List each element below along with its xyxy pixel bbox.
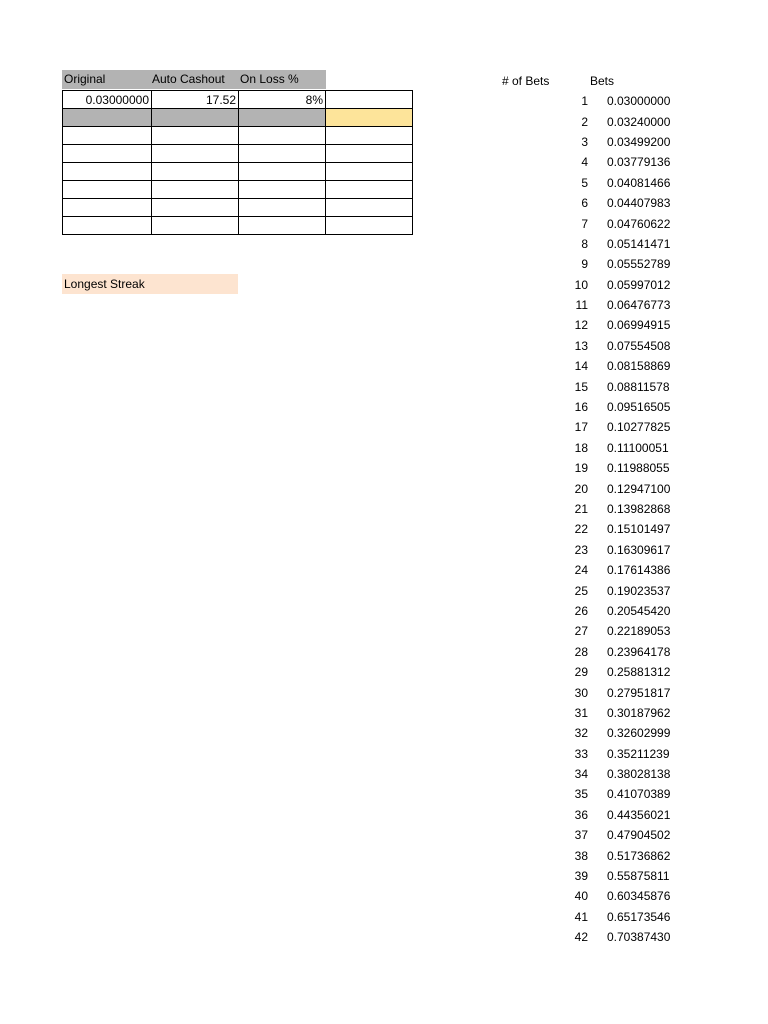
- bet-amount-cell[interactable]: 0.12947100: [607, 481, 671, 496]
- settings-grid: [62, 90, 413, 235]
- bet-row: [540, 275, 707, 295]
- bet-amount-cell[interactable]: 0.05552789: [607, 257, 671, 272]
- bet-row: [540, 132, 707, 152]
- bet-row: [540, 825, 707, 845]
- bet-number-cell[interactable]: 2: [581, 114, 588, 129]
- bet-row: [540, 397, 707, 417]
- bet-number-cell[interactable]: 38: [574, 848, 588, 863]
- bet-amount-cell[interactable]: 0.04081466: [607, 175, 671, 190]
- empty-cell[interactable]: [152, 127, 239, 145]
- bet-amount-cell[interactable]: 0.19023537: [607, 583, 671, 598]
- bet-row: [540, 315, 707, 335]
- bet-row: [540, 356, 707, 376]
- bet-amount-cell[interactable]: 0.41070389: [607, 787, 671, 802]
- bet-number-cell[interactable]: 23: [574, 542, 588, 557]
- bet-row: [540, 438, 707, 458]
- bet-amount-cell[interactable]: 0.22189053: [607, 624, 671, 639]
- empty-row: [63, 217, 413, 235]
- gray-row: [63, 109, 413, 127]
- bet-amount-cell[interactable]: 0.06994915: [607, 318, 671, 333]
- bet-row: [540, 213, 707, 233]
- empty-cell[interactable]: [239, 127, 326, 145]
- bet-row: [540, 91, 707, 111]
- bet-number-cell[interactable]: 13: [574, 338, 588, 353]
- bet-row: [540, 336, 707, 356]
- bet-amount-cell[interactable]: 0.15101497: [607, 522, 671, 537]
- bet-amount-cell[interactable]: 0.03240000: [607, 114, 671, 129]
- bet-number-cell[interactable]: 24: [574, 563, 588, 578]
- empty-cell[interactable]: [63, 199, 152, 217]
- bet-row: [540, 662, 707, 682]
- bet-row: [540, 376, 707, 396]
- empty-cell[interactable]: [239, 145, 326, 163]
- bet-amount-cell[interactable]: 0.20545420: [607, 603, 671, 618]
- bet-row: [540, 601, 707, 621]
- bet-number-cell[interactable]: 30: [574, 685, 588, 700]
- bet-amount-cell[interactable]: 0.08158869: [607, 359, 671, 374]
- bet-amount-cell[interactable]: 0.47904502: [607, 828, 671, 843]
- bet-row: [540, 907, 707, 927]
- bet-row: [540, 499, 707, 519]
- bet-number-cell[interactable]: 33: [574, 746, 588, 761]
- bet-number-cell[interactable]: 31: [574, 705, 588, 720]
- bet-number-cell[interactable]: 20: [574, 481, 588, 496]
- bet-amount-cell[interactable]: 0.30187962: [607, 705, 671, 720]
- bet-number-cell[interactable]: 17: [574, 420, 588, 435]
- bet-row: [540, 478, 707, 498]
- bet-row: [540, 723, 707, 743]
- bet-number-cell[interactable]: 11: [575, 298, 588, 313]
- bet-number-cell[interactable]: 32: [574, 726, 588, 741]
- bet-row: [540, 193, 707, 213]
- bet-amount-cell[interactable]: 0.03000000: [607, 94, 671, 109]
- bet-amount-cell[interactable]: 0.03499200: [607, 134, 671, 149]
- empty-cell[interactable]: [152, 217, 239, 235]
- bets-table: [540, 91, 707, 947]
- bet-amount-cell[interactable]: 0.25881312: [607, 665, 671, 680]
- bet-number-cell[interactable]: 6: [581, 196, 588, 211]
- empty-row: [63, 163, 413, 181]
- bet-row: [540, 580, 707, 600]
- bet-number-cell[interactable]: 35: [574, 787, 588, 802]
- bet-row: [540, 764, 707, 784]
- bet-number-cell[interactable]: 22: [574, 522, 588, 537]
- empty-row: [63, 145, 413, 163]
- on-loss-cell[interactable]: 8%: [239, 91, 326, 109]
- bet-number-cell[interactable]: 5: [581, 175, 588, 190]
- bet-number-cell[interactable]: 25: [574, 583, 588, 598]
- bet-number-cell[interactable]: 34: [574, 767, 588, 782]
- bet-amount-cell[interactable]: 0.08811578: [607, 379, 670, 394]
- original-bet-cell[interactable]: 0.03000000: [63, 91, 152, 109]
- empty-cell[interactable]: [63, 127, 152, 145]
- bet-number-cell[interactable]: 4: [581, 155, 588, 170]
- bet-number-cell[interactable]: 9: [581, 257, 588, 272]
- bet-amount-cell[interactable]: 0.10277825: [607, 420, 671, 435]
- bet-amount-cell[interactable]: 0.09516505: [607, 400, 671, 415]
- bet-number-cell[interactable]: 28: [574, 644, 588, 659]
- empty-cell[interactable]: [63, 217, 152, 235]
- bet-amount-cell[interactable]: 0.38028138: [607, 767, 671, 782]
- bet-number-cell[interactable]: 21: [574, 502, 588, 516]
- bet-amount-cell[interactable]: 0.04760622: [607, 216, 671, 231]
- empty-cell[interactable]: [326, 181, 413, 199]
- settings-header-auto-cashout: Auto Cashout: [150, 70, 238, 89]
- selected-cell[interactable]: [326, 109, 413, 127]
- bet-amount-cell[interactable]: 0.60345876: [607, 889, 671, 904]
- settings-header-original: Original: [62, 70, 150, 89]
- auto-cashout-cell[interactable]: 17.52: [152, 91, 239, 109]
- longest-streak-label: Longest Streak: [62, 274, 238, 294]
- bet-row: [540, 458, 707, 478]
- gray-cell[interactable]: [63, 109, 152, 127]
- bet-row: [540, 784, 707, 804]
- bet-amount-cell[interactable]: 0.70387430: [607, 930, 671, 945]
- bet-number-cell[interactable]: 40: [574, 889, 588, 904]
- bet-number-cell[interactable]: 16: [574, 400, 588, 415]
- bet-amount-cell[interactable]: 0.06476773: [607, 298, 671, 313]
- bets-count-header: # of Bets: [502, 74, 550, 88]
- bet-amount-cell[interactable]: 0.17614386: [607, 563, 671, 578]
- bet-row: [540, 703, 707, 723]
- bet-number-cell[interactable]: 42: [574, 930, 588, 945]
- bet-row: [540, 152, 707, 172]
- empty-cell[interactable]: [239, 163, 326, 181]
- bet-number-cell[interactable]: 27: [574, 624, 588, 639]
- bet-row: [540, 234, 707, 254]
- empty-cell[interactable]: [326, 163, 413, 181]
- bet-amount-cell[interactable]: 0.55875811: [607, 869, 670, 884]
- bet-number-cell[interactable]: 7: [581, 216, 588, 231]
- bet-number-cell[interactable]: 1: [581, 94, 588, 109]
- bet-number-cell[interactable]: 18: [574, 440, 588, 455]
- bet-amount-cell[interactable]: 0.27951817: [607, 685, 671, 700]
- bet-row: [540, 417, 707, 437]
- empty-row: [63, 181, 413, 199]
- bet-amount-cell[interactable]: 0.35211239: [607, 746, 670, 761]
- gray-cell[interactable]: [239, 109, 326, 127]
- empty-cell[interactable]: [239, 181, 326, 199]
- bet-number-cell[interactable]: 8: [581, 236, 588, 251]
- bet-row: [540, 866, 707, 886]
- bet-row: [540, 519, 707, 539]
- bet-number-cell[interactable]: 36: [574, 807, 588, 822]
- empty-cell[interactable]: [152, 199, 239, 217]
- bet-amount-cell[interactable]: 0.44356021: [607, 807, 671, 822]
- bet-number-cell[interactable]: 15: [574, 379, 588, 394]
- bet-amount-cell[interactable]: 0.51736862: [607, 848, 671, 863]
- empty-cell[interactable]: [326, 91, 413, 109]
- bet-amount-cell[interactable]: 0.16309617: [607, 542, 671, 557]
- bet-row: [540, 540, 707, 560]
- bet-row: [540, 886, 707, 906]
- empty-cell[interactable]: [326, 127, 413, 145]
- bet-row: [540, 111, 707, 131]
- empty-cell[interactable]: [152, 181, 239, 199]
- bet-row: [540, 621, 707, 641]
- empty-cell[interactable]: [239, 199, 326, 217]
- bet-amount-cell[interactable]: 0.65173546: [607, 909, 671, 924]
- bet-row: [540, 927, 707, 947]
- bet-number-cell[interactable]: 39: [574, 869, 588, 884]
- empty-cell[interactable]: [63, 163, 152, 181]
- bet-number-cell[interactable]: 29: [574, 665, 588, 680]
- empty-cell[interactable]: [326, 199, 413, 217]
- empty-cell[interactable]: [239, 217, 326, 235]
- empty-cell[interactable]: [152, 145, 239, 163]
- bet-row: [540, 560, 707, 580]
- bet-amount-cell[interactable]: 0.05997012: [607, 277, 671, 292]
- bet-amount-cell[interactable]: 0.07554508: [607, 338, 671, 353]
- bet-row: [540, 744, 707, 764]
- bet-number-cell[interactable]: 41: [574, 909, 588, 924]
- bet-number-cell[interactable]: 10: [574, 277, 588, 292]
- empty-row: [63, 199, 413, 217]
- empty-row: [63, 127, 413, 145]
- settings-header-on-loss: On Loss %: [238, 70, 326, 89]
- bet-amount-cell[interactable]: 0.23964178: [607, 644, 671, 659]
- bets-value-header: Bets: [590, 74, 615, 88]
- empty-cell[interactable]: [152, 163, 239, 181]
- bet-row: [540, 295, 707, 315]
- bet-number-cell[interactable]: 14: [574, 359, 588, 374]
- empty-cell[interactable]: [63, 181, 152, 199]
- bet-number-cell[interactable]: 19: [574, 461, 588, 476]
- bet-row: [540, 173, 707, 193]
- bet-amount-cell[interactable]: 0.32602999: [607, 726, 671, 741]
- bet-number-cell[interactable]: 37: [574, 828, 588, 843]
- bet-number-cell[interactable]: 12: [574, 318, 588, 333]
- empty-cell[interactable]: [326, 217, 413, 235]
- bet-amount-cell[interactable]: 0.03779136: [607, 155, 671, 170]
- bet-amount-cell[interactable]: 0.11988055: [607, 461, 670, 476]
- bet-row: [540, 845, 707, 865]
- empty-cell[interactable]: [326, 145, 413, 163]
- bet-row: [540, 805, 707, 825]
- bet-row: [540, 642, 707, 662]
- empty-cell[interactable]: [63, 145, 152, 163]
- bet-row: [540, 254, 707, 274]
- bet-amount-cell[interactable]: 0.05141471: [607, 236, 671, 251]
- bet-row: [540, 682, 707, 702]
- bet-amount-cell[interactable]: 0.13982868: [607, 502, 671, 516]
- bet-number-cell[interactable]: 26: [574, 603, 588, 618]
- bet-amount-cell[interactable]: 0.11100051: [607, 440, 669, 455]
- gray-cell[interactable]: [152, 109, 239, 127]
- bet-amount-cell[interactable]: 0.04407983: [607, 196, 671, 211]
- bet-number-cell[interactable]: 3: [581, 134, 588, 149]
- settings-values-row: [63, 91, 413, 109]
